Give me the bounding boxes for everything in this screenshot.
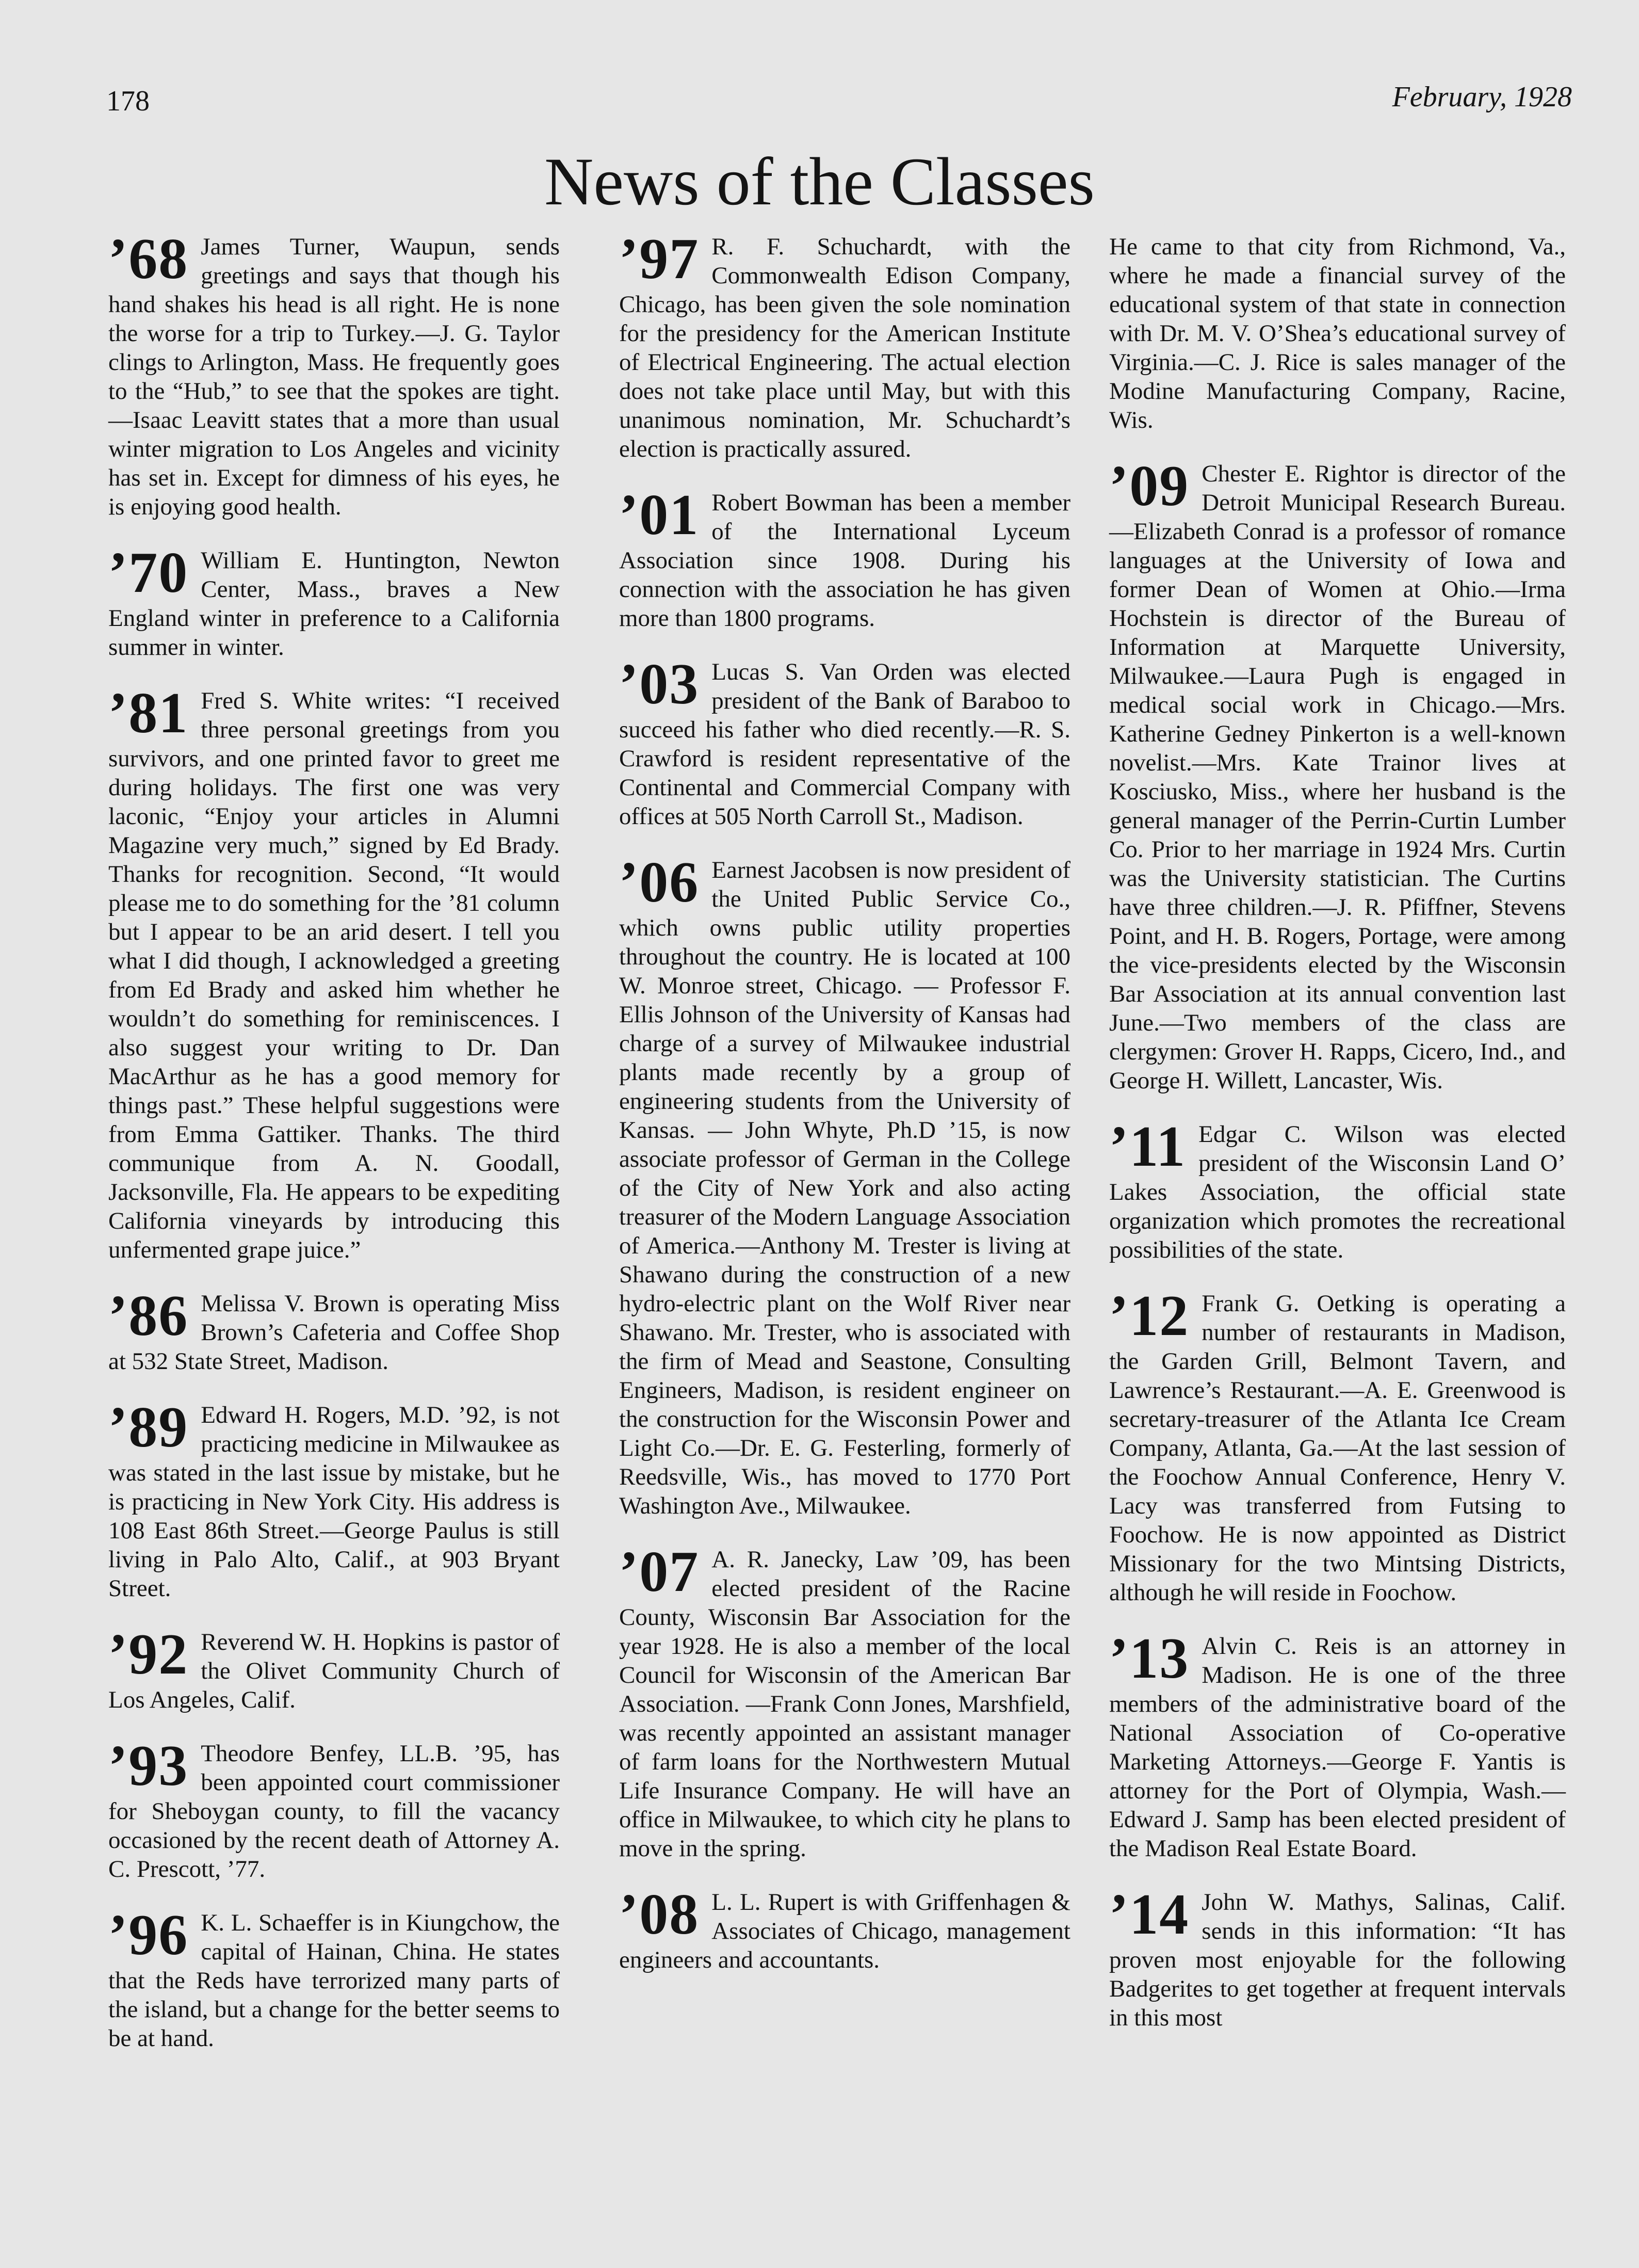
class-year: ’08	[619, 1883, 700, 1947]
column-2	[619, 227, 1070, 1999]
class-year: ’12	[1109, 1284, 1190, 1348]
class-note: Edgar C. Wilson was elected president of the Wisconsin Land O’ Lakes Association, the official state organization which promotes the recreational possibilities of the state.	[1109, 1121, 1566, 1263]
class-note: Melissa V. Brown is operating Miss Brown’s Cafeteria and Coffee Shop at 532 State Street, Madison.	[108, 1290, 560, 1375]
class-year: ’81	[108, 681, 189, 745]
class-note: K. L. Schaeffer is in Kiungchow, the capital of Hainan, China. He states that the Reds have terrorized many parts of the island, but a change for the better seems to be at hand.	[108, 1909, 560, 2052]
class-note: Alvin C. Reis is an attorney in Madison. He is one of the three members of the administrative board of the National Association of Co-operative Marketing Attorneys.—George F. Yantis is attorney for the Port of Olympia, Wash.—Edward J. Samp has been elected president of the Madison Real Estate Board.	[1109, 1633, 1566, 1862]
class-year: ’96	[108, 1903, 189, 1967]
class-note: Lucas S. Van Orden was elected president of the Bank of Baraboo to succeed his father who died recently.—R. S. Crawford is resident representative of the Continental and Commercial Company with offices at 505 North Carroll St., Madison.	[619, 658, 1070, 830]
class-note: He came to that city from Richmond, Va., where he made a financial survey of the educational system of that state in connection with Dr. M. V. O’Shea’s educational survey of Virginia.—C. J. Rice is sales manager of the Modine Manufacturing Company, Racine, Wis.	[1109, 233, 1566, 433]
class-entry-1903	[619, 652, 1070, 831]
class-entry-1913	[1109, 1627, 1566, 1863]
class-note: Edward H. Rogers, M.D. ’92, is not practicing medicine in Milwaukee as was stated in the last issue by mistake, but he is practicing in New York City. His address is 108 East 86th Street.—George Paulus is still living in Palo Alto, Calif., at 903 Bryant Street.	[108, 1402, 560, 1602]
class-entry-1908	[619, 1883, 1070, 1974]
class-entry-1907	[619, 1540, 1070, 1863]
class-entry-1906	[619, 850, 1070, 1520]
class-year: ’70	[108, 541, 189, 605]
class-entry-1893	[108, 1734, 560, 1884]
class-year: ’86	[108, 1284, 189, 1348]
class-note: Chester E. Rightor is director of the Detroit Municipal Research Bureau.—Elizabeth Conrad is a professor of romance languages at the University of Iowa and former Dean of Women at Ohio.—Irma Hochstein is director of the Bureau of Information at Marquette University, Milwaukee.—Laura Pugh is engaged in medical social work in Chicago.—Mrs. Katherine Gedney Pinkerton is a well-known novelist.—Mrs. Kate Trainor lives at Kosciusko, Miss., where her husband is the general manager of the Perrin-Curtin Lumber Co. Prior to her marriage in 1924 Mrs. Curtin was the University statistician. The Curtins have three children.—J. R. Pfiffner, Stevens Point, and H. B. Rogers, Portage, were among the vice-presidents elected by the Wisconsin Bar Association at its annual convention last June.—Two members of the class are clergymen: Grover H. Rapps, Cicero, Ind., and George H. Willett, Lancaster, Wis.	[1109, 460, 1566, 1094]
class-year: ’07	[619, 1540, 700, 1604]
class-year: ’11	[1109, 1115, 1187, 1179]
class-entry-1881	[108, 681, 560, 1264]
class-note: Fred S. White writes: “I received three personal greetings from you survivors, and one printed favor to greet me during holidays. The first one was very laconic, “Enjoy your articles in Alumni Magazine very much,” signed by Ed Brady. Thanks for recognition. Second, “It would please me to do something for the ’81 column but I appear to be an arid desert. I tell you what I did though, I acknowledged a greeting from Ed Brady and asked him whether he wouldn’t do something for reminiscences. I also suggest your writing to Dr. Dan MacArthur as he has a good memory for things past.” These helpful suggestions were from Emma Gattiker. Thanks. The third communique from A. N. Goodall, Jacksonville, Fla. He appears to be expediting California vineyards by introducing this unfermented grape juice.”	[108, 687, 560, 1263]
class-year: ’14	[1109, 1883, 1190, 1947]
class-entry-1914	[1109, 1883, 1566, 2032]
class-year: ’13	[1109, 1627, 1190, 1691]
class-note: James Turner, Waupun, sends greetings and says that though his hand shakes his head is all right. He is none the worse for a trip to Turkey.—J. G. Taylor clings to Arlington, Mass. He frequently goes to the “Hub,” to see that the spokes are tight.—Isaac Leavitt states that a more than usual winter migration to Los Angeles and vicinity has set in. Except for dimness of his eyes, he is enjoying good health.	[108, 233, 560, 520]
class-note: Reverend W. H. Hopkins is pastor of the Olivet Community Church of Los Angeles, Calif.	[108, 1629, 560, 1713]
class-entry-1870	[108, 541, 560, 662]
column-3	[1109, 232, 1566, 2057]
class-year: ’92	[108, 1622, 189, 1686]
class-year: ’09	[1109, 454, 1190, 518]
class-year: ’68	[108, 227, 189, 291]
class-entry-1901	[619, 483, 1070, 633]
class-year: ’01	[619, 483, 700, 547]
class-entry-1912	[1109, 1284, 1566, 1607]
class-note: L. L. Rupert is with Griffenhagen & Associates of Chicago, management engineers and accountants.	[619, 1889, 1070, 1973]
class-entry-1911	[1109, 1115, 1566, 1264]
class-note: John W. Mathys, Salinas, Calif. sends in this information: “It has proven most enjoyable for the following Badgerites to get together at frequent intervals in this most	[1109, 1889, 1566, 2031]
class-note: Robert Bowman has been a member of the International Lyceum Association since 1908. During his connection with the association he has given more than 1800 programs.	[619, 489, 1070, 632]
class-note: Frank G. Oetking is operating a number of restaurants in Madison, the Garden Grill, Belmont Tavern, and Lawrence’s Restaurant.—A. E. Greenwood is secretary-treasurer of the Atlanta Ice Cream Company, Atlanta, Ga.—At the last session of the Foochow Annual Conference, Henry V. Lacy was transferred from Futsing to Foochow. He is now appointed as District Missionary for the two Mintsing Districts, although he will reside in Foochow.	[1109, 1290, 1566, 1606]
column-1	[108, 227, 560, 2078]
page-number: 178	[106, 85, 150, 117]
class-year: ’97	[619, 227, 700, 291]
class-year: ’03	[619, 652, 700, 716]
class-entry-1886	[108, 1284, 560, 1376]
class-entry-1897	[619, 227, 1070, 463]
class-entry-1896	[108, 1903, 560, 2053]
class-note: A. R. Janecky, Law ’09, has been elected president of the Racine County, Wisconsin Bar Association for the year 1928. He is also a member of the local Council for Wisconsin of the American Bar Association. —Frank Conn Jones, Marshfield, was recently appointed an assistant manager of farm loans for the Northwestern Mutual Life Insurance Company. He will have an office in Milwaukee, to which city he plans to move in the spring.	[619, 1546, 1070, 1862]
class-entry-1892	[108, 1622, 560, 1714]
class-note: Theodore Benfey, LL.B. ’95, has been appointed court commissioner for Sheboygan county, to fill the vacancy occasioned by the recent death of Attorney A. C. Prescott, ’77.	[108, 1740, 560, 1883]
class-entry-1909	[1109, 454, 1566, 1095]
class-year: ’89	[108, 1395, 189, 1459]
class-entry-1908-continued	[1109, 232, 1566, 435]
class-year: ’93	[108, 1734, 189, 1798]
class-note: R. F. Schuchardt, with the Commonwealth Edison Company, Chicago, has been given the sole nomination for the presidency for the American Institute of Electrical Engineering. The actual election does not take place until May, but with this unanimous nomination, Mr. Schuchardt’s election is practically assured.	[619, 233, 1070, 462]
class-note: William E. Huntington, Newton Center, Mass., braves a New England winter in preference to a California summer in winter.	[108, 547, 560, 661]
issue-date: February, 1928	[1392, 81, 1572, 113]
class-note: Earnest Jacobsen is now president of the United Public Service Co., which owns public utility properties throughout the country. He is located at 100 W. Monroe street, Chicago. — Professor F. Ellis Johnson of the University of Kansas had charge of a survey of Milwaukee industrial plants made recently by a group of engineering students from the University of Kansas. — John Whyte, Ph.D ’15, is now associate professor of German in the College of the City of New York and also acting treasurer of the Modern Language Association of America.—Anthony M. Trester is living at Shawano during the construction of a new hydro-electric plant on the Wolf River near Shawano. Mr. Trester, who is associated with the firm of Mead and Seastone, Consulting Engineers, Madison, is resident engineer on the construction for the Wisconsin Power and Light Co.—Dr. E. G. Festerling, formerly of Reedsville, Wis., has moved to 1770 Port Washington Ave., Milwaukee.	[619, 857, 1070, 1519]
class-entry-1868	[108, 227, 560, 521]
page-title: News of the Classes	[544, 143, 1095, 219]
class-year: ’06	[619, 850, 700, 914]
class-entry-1889	[108, 1395, 560, 1603]
